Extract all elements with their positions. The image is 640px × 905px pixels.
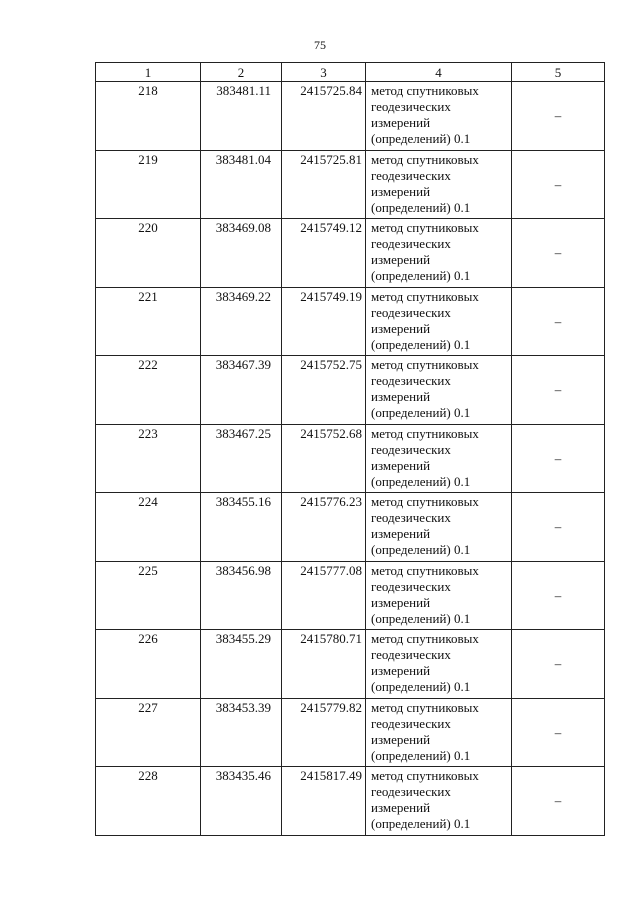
note-cell: –: [512, 561, 605, 630]
coordinate-x: 383469.08: [201, 219, 282, 288]
table-row: [96, 698, 605, 767]
point-number: 224: [96, 493, 201, 562]
note-cell: –: [512, 493, 605, 562]
table-row: [96, 424, 605, 493]
note-cell: –: [512, 150, 605, 219]
point-number: 220: [96, 219, 201, 288]
note-cell: –: [512, 356, 605, 425]
coordinate-y: 2415777.08: [282, 561, 366, 630]
point-number: 225: [96, 561, 201, 630]
measurement-method: метод спутниковых геодезических измерений (определений) 0.1: [366, 356, 512, 425]
measurement-method: метод спутниковых геодезических измерений (определений) 0.1: [366, 82, 512, 151]
point-number: 222: [96, 356, 201, 425]
coordinate-x: 383481.04: [201, 150, 282, 219]
measurement-method: метод спутниковых геодезических измерений (определений) 0.1: [366, 424, 512, 493]
coordinate-x: 383453.39: [201, 698, 282, 767]
coordinate-y: 2415779.82: [282, 698, 366, 767]
table-row: [96, 356, 605, 425]
measurement-method: метод спутниковых геодезических измерений (определений) 0.1: [366, 287, 512, 356]
coordinates-table: [95, 62, 605, 836]
coordinate-y: 2415752.68: [282, 424, 366, 493]
coordinate-x: 383467.25: [201, 424, 282, 493]
coordinate-y: 2415749.19: [282, 287, 366, 356]
note-cell: –: [512, 767, 605, 836]
header-col-2: 2: [201, 63, 282, 82]
coordinate-x: 383469.22: [201, 287, 282, 356]
measurement-method: метод спутниковых геодезических измерений (определений) 0.1: [366, 219, 512, 288]
point-number: 218: [96, 82, 201, 151]
point-number: 228: [96, 767, 201, 836]
table-row: [96, 630, 605, 699]
coordinate-y: 2415780.71: [282, 630, 366, 699]
measurement-method: метод спутниковых геодезических измерений (определений) 0.1: [366, 630, 512, 699]
measurement-method: метод спутниковых геодезических измерений (определений) 0.1: [366, 150, 512, 219]
table-row: [96, 287, 605, 356]
header-col-5: 5: [512, 63, 605, 82]
table-row: [96, 561, 605, 630]
note-cell: –: [512, 82, 605, 151]
point-number: 219: [96, 150, 201, 219]
table-row: [96, 219, 605, 288]
point-number: 226: [96, 630, 201, 699]
page-number: 75: [314, 38, 326, 52]
coordinate-y: 2415725.84: [282, 82, 366, 151]
coordinate-y: 2415749.12: [282, 219, 366, 288]
table-row: [96, 82, 605, 151]
table-row: [96, 767, 605, 836]
coordinate-y: 2415725.81: [282, 150, 366, 219]
coordinate-x: 383467.39: [201, 356, 282, 425]
note-cell: –: [512, 219, 605, 288]
table-row: [96, 493, 605, 562]
coordinate-y: 2415752.75: [282, 356, 366, 425]
coordinate-x: 383481.11: [201, 82, 282, 151]
table-header: [96, 63, 605, 82]
point-number: 223: [96, 424, 201, 493]
note-cell: –: [512, 698, 605, 767]
coordinate-y: 2415817.49: [282, 767, 366, 836]
table-body: [96, 82, 605, 836]
note-cell: –: [512, 287, 605, 356]
coordinate-y: 2415776.23: [282, 493, 366, 562]
measurement-method: метод спутниковых геодезических измерений (определений) 0.1: [366, 561, 512, 630]
note-cell: –: [512, 630, 605, 699]
table-row: [96, 150, 605, 219]
point-number: 221: [96, 287, 201, 356]
coordinate-x: 383455.29: [201, 630, 282, 699]
point-number: 227: [96, 698, 201, 767]
header-col-3: 3: [282, 63, 366, 82]
note-cell: –: [512, 424, 605, 493]
measurement-method: метод спутниковых геодезических измерений (определений) 0.1: [366, 767, 512, 836]
measurement-method: метод спутниковых геодезических измерений (определений) 0.1: [366, 698, 512, 767]
header-row: [96, 63, 605, 82]
header-col-1: 1: [96, 63, 201, 82]
header-col-4: 4: [366, 63, 512, 82]
measurement-method: метод спутниковых геодезических измерений (определений) 0.1: [366, 493, 512, 562]
coordinate-x: 383455.16: [201, 493, 282, 562]
coordinate-x: 383435.46: [201, 767, 282, 836]
coordinate-x: 383456.98: [201, 561, 282, 630]
